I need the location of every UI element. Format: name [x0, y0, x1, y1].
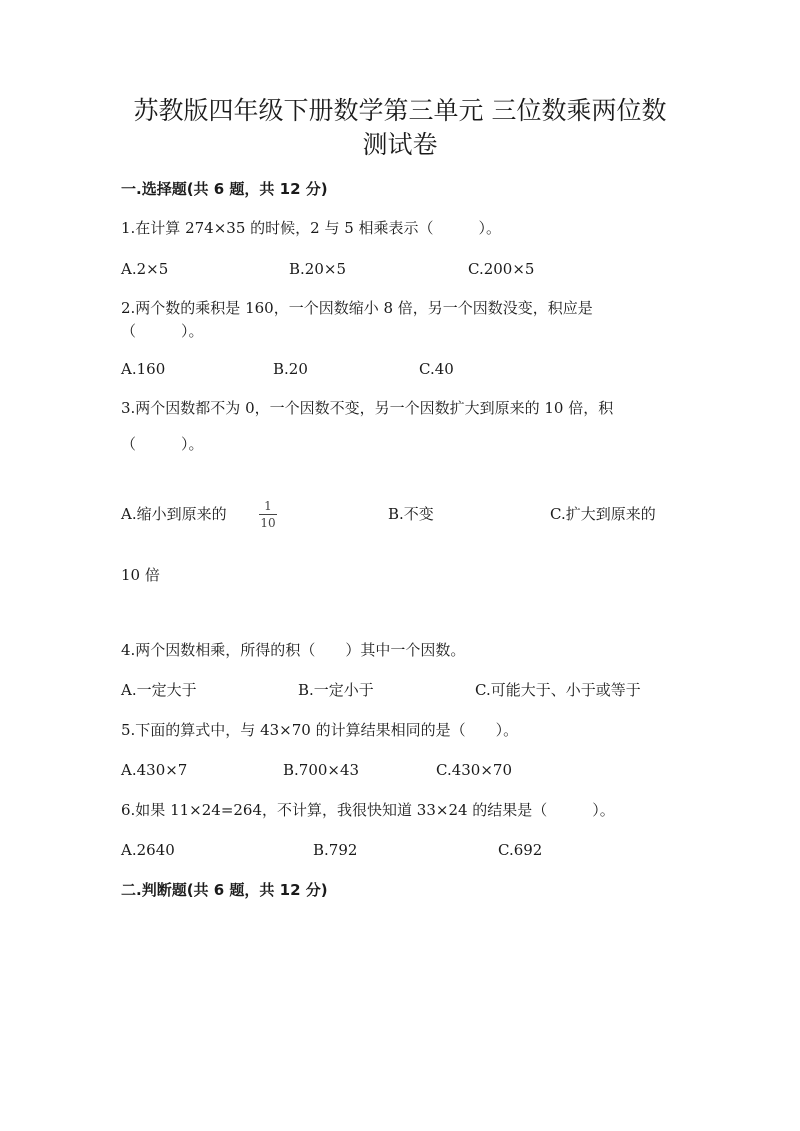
question-2-stem: 2.两个数的乘积是 160，一个因数缩小 8 倍，另一个因数没变，积应是 — [121, 299, 593, 317]
question-1-option-a: A.2×5 — [121, 260, 169, 278]
question-5-option-c: C.430×70 — [436, 761, 512, 779]
question-3-option-c-continued: 10 倍 — [121, 566, 160, 584]
question-1-option-b: B.20×5 — [289, 260, 346, 278]
question-5-option-a: A.430×7 — [121, 761, 188, 779]
page-title-continued: 测试卷 — [362, 130, 438, 159]
question-2-option-c: C.40 — [419, 360, 454, 378]
fraction-numerator: 1 — [264, 499, 272, 513]
fraction-bar — [259, 514, 277, 515]
question-6-stem: 6.如果 11×24=264，不计算，我很快知道 33×24 的结果是（ ）。 — [121, 801, 615, 819]
question-3-stem: 3.两个因数都不为 0，一个因数不变，另一个因数扩大到原来的 10 倍，积 — [121, 399, 614, 417]
question-2-stem-continued: （ ）。 — [121, 322, 204, 340]
fraction-denominator: 10 — [260, 516, 276, 530]
question-3-stem-continued: （ ）。 — [121, 435, 204, 453]
question-2-option-b: B.20 — [273, 360, 308, 378]
question-4-option-c: C.可能大于、小于或等于 — [475, 681, 641, 699]
question-5-option-b: B.700×43 — [283, 761, 360, 779]
question-6-option-a: A.2640 — [121, 841, 175, 859]
section-heading-true-false: 二.判断题(共 6 题，共 12 分) — [121, 881, 328, 899]
question-4-option-b: B.一定小于 — [298, 681, 374, 699]
page-title: 苏教版四年级下册数学第三单元 三位数乘两位数 — [133, 96, 667, 125]
question-6-option-c: C.692 — [498, 841, 543, 859]
question-4-option-a: A.一定大于 — [121, 681, 197, 699]
question-4-stem: 4.两个因数相乘，所得的积（ ）其中一个因数。 — [121, 641, 466, 659]
section-heading-choice: 一.选择题(共 6 题，共 12 分) — [121, 180, 328, 198]
question-1-stem: 1.在计算 274×35 的时候，2 与 5 相乘表示（ ）。 — [121, 219, 502, 237]
fraction-one-tenth — [257, 499, 279, 530]
question-6-option-b: B.792 — [313, 841, 358, 859]
question-3-option-b: B.不变 — [388, 505, 434, 523]
question-1-option-c: C.200×5 — [468, 260, 535, 278]
question-3-option-c: C.扩大到原来的 — [550, 505, 656, 523]
question-5-stem: 5.下面的算式中，与 43×70 的计算结果相同的是（ ）。 — [121, 721, 519, 739]
question-3-option-a: A.缩小到原来的 — [121, 505, 227, 523]
question-2-option-a: A.160 — [121, 360, 166, 378]
